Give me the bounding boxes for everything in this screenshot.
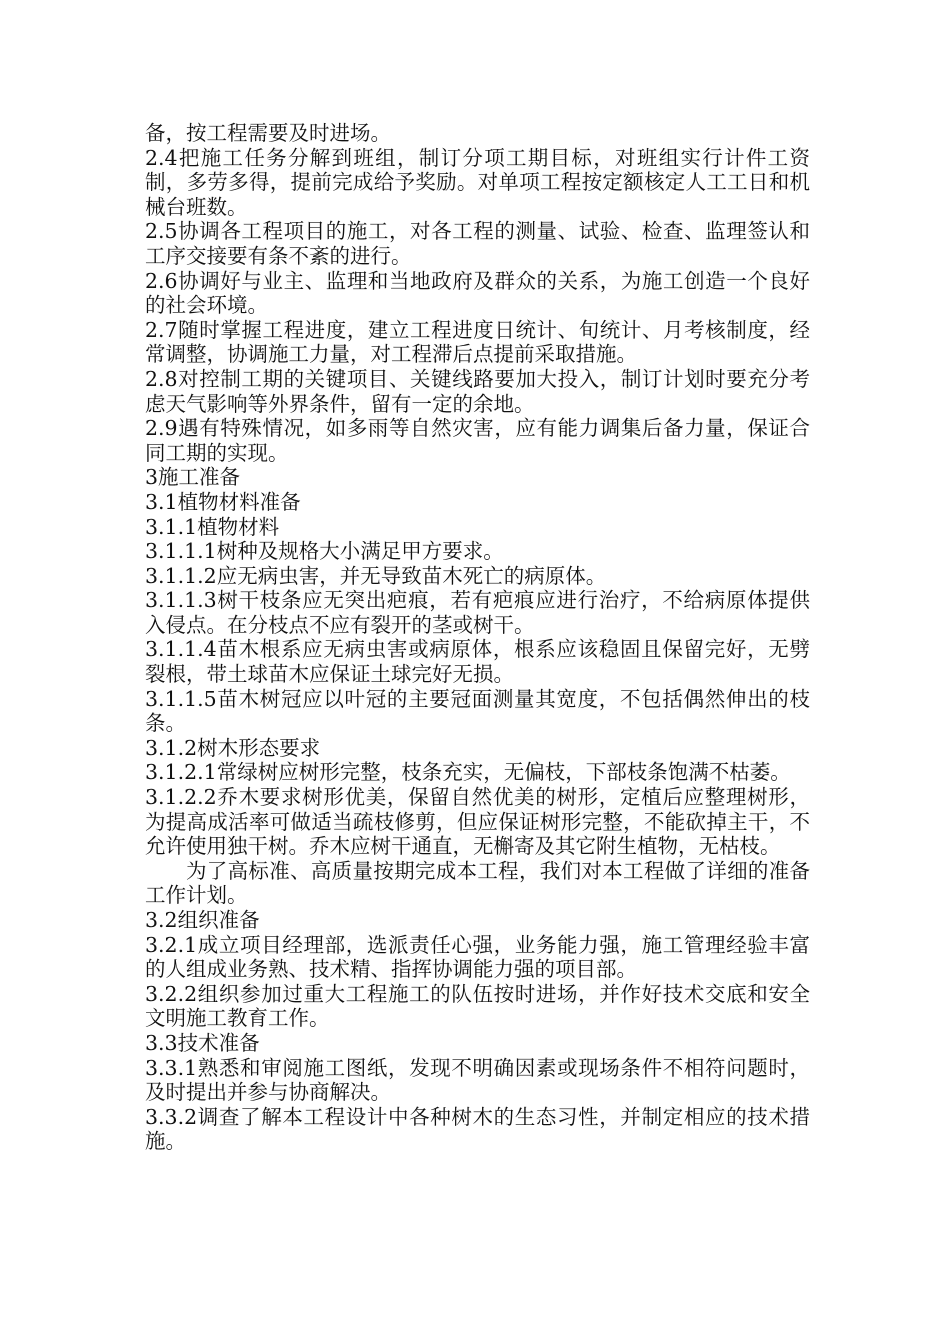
section-heading-3-2: 3.2组织准备 <box>145 908 260 932</box>
section-heading-3-1: 3.1植物材料准备 <box>145 489 301 514</box>
paragraph-3-3-2: 3.3.2调查了解本工程设计中各种树木的生态习性，并制定相应的技术措施。 <box>145 1104 810 1154</box>
section-heading-3: 3施工准备 <box>145 465 241 490</box>
paragraph-2-5: 2.5协调各工程项目的施工，对各工程的测量、试验、检查、监理签认和工序交接要有条不紊的进行。 <box>145 219 810 268</box>
paragraph-2-9: 2.9遇有特殊情况，如多雨等自然灾害，应有能力调集后备力量，保证合同工期的实现。 <box>145 416 810 465</box>
paragraph-2-8: 2.8对控制工期的关键项目、关键线路要加大投入，制订计划时要充分考虑天气影响等外界条件，留有一定的余地。 <box>145 366 810 416</box>
paragraph-2-6: 2.6协调好与业主、监理和当地政府及群众的关系，为施工创造一个良好的社会环境。 <box>145 268 810 318</box>
paragraph-intro-plan: 为了高标准、高质量按期完成本工程，我们对本工程做了详细的准备工作计划。 <box>145 858 810 908</box>
paragraph-3-2-2: 3.2.2组织参加过重大工程施工的队伍按时进场，并作好技术交底和安全文明施工教育工作。 <box>145 981 810 1031</box>
paragraph-3-1-1-2: 3.1.1.2应无病虫害，并无导致苗木死亡的病原体。 <box>145 563 607 588</box>
paragraph-3-2-1: 3.2.1成立项目经理部，选派责任心强，业务能力强，施工管理经验丰富的人组成业务熟、技术精、指挥协调能力强的项目部。 <box>145 932 810 982</box>
paragraph-2-7: 2.7随时掌握工程进度，建立工程进度日统计、旬统计、月考核制度，经常调整，协调施工力量，对工程滞后点提前采取措施。 <box>145 317 810 367</box>
paragraph-2-4: 2.4把施工任务分解到班组，制订分项工期目标，对班组实行计件工资制，多劳多得，提前完成给予奖励。对单项工程按定额核定人工工日和机械台班数。 <box>145 145 810 219</box>
section-heading-3-1-1: 3.1.1植物材料 <box>145 514 280 539</box>
section-heading-3-3: 3.3技术准备 <box>145 1030 260 1055</box>
paragraph-3-1-2-2: 3.1.2.2乔木要求树形优美，保留自然优美的树形，定植后应整理树形，为提高成活率可做适当疏枝修剪，但应保证树形完整，不能砍掉主干，不允许使用独干树。乔木应树干通直，无槲寄及其它附生植物，无枯枝。 <box>145 785 810 859</box>
paragraph-3-3-1: 3.3.1熟悉和审阅施工图纸，发现不明确因素或现场条件不相符问题时，及时提出并参与协商解决。 <box>145 1055 810 1105</box>
paragraph-3-1-1-1: 3.1.1.1树种及规格大小满足甲方要求。 <box>145 539 504 564</box>
paragraph-continuation: 备，按工程需要及时进场。 <box>145 121 391 145</box>
paragraph-3-1-1-5: 3.1.1.5苗木树冠应以叶冠的主要冠面测量其宽度，不包括偶然伸出的枝条。 <box>145 686 810 736</box>
section-heading-3-1-2: 3.1.2树木形态要求 <box>145 735 321 760</box>
paragraph-3-1-1-3: 3.1.1.3树干枝条应无突出疤痕，若有疤痕应进行治疗，不给病原体提供入侵点。在分枝点不应有裂开的茎或树干。 <box>145 588 810 637</box>
document-page <box>145 121 810 1154</box>
paragraph-3-1-2-1: 3.1.2.1常绿树应树形完整，枝条充实，无偏枝，下部枝条饱满不枯萎。 <box>145 760 791 785</box>
paragraph-3-1-1-4: 3.1.1.4苗木根系应无病虫害或病原体，根系应该稳固且保留完好，无劈裂根，带土球苗木应保证土球完好无损。 <box>145 637 810 687</box>
